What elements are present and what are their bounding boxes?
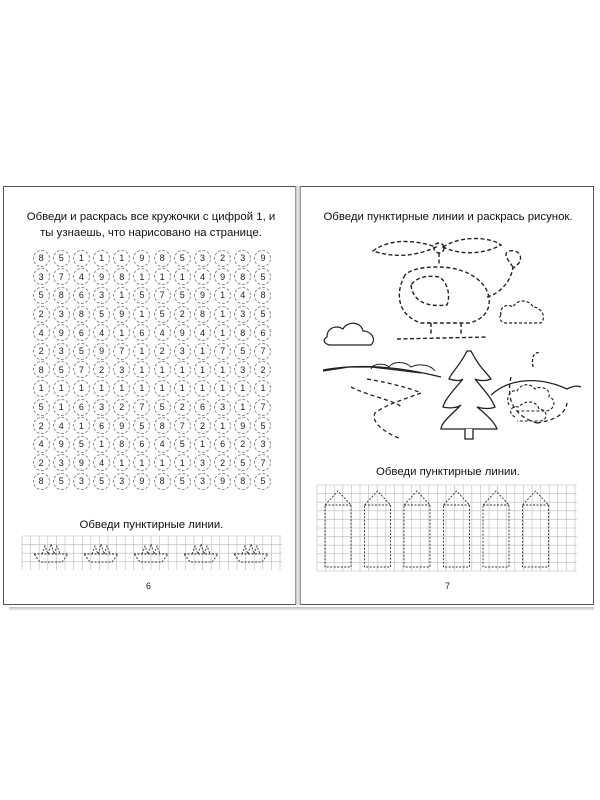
number-circle[interactable]: 4 [53,417,70,434]
number-circle[interactable]: 3 [214,399,231,416]
number-circle[interactable]: 4 [194,268,211,285]
number-circle[interactable]: 2 [174,306,191,323]
number-circle[interactable]: 4 [154,436,171,453]
number-circle[interactable]: 3 [93,287,110,304]
number-circle[interactable]: 1 [174,454,191,471]
number-circle[interactable]: 9 [93,268,110,285]
number-circle[interactable]: 1 [214,287,231,304]
number-circle[interactable]: 3 [113,473,130,490]
number-circle[interactable]: 4 [33,324,50,341]
left-page-number: 6 [146,581,152,591]
number-circle[interactable]: 5 [93,306,110,323]
number-circle[interactable]: 6 [133,436,150,453]
number-circle[interactable]: 8 [33,361,50,378]
number-circle[interactable]: 6 [254,324,271,341]
helicopter-landscape-illustration [301,227,595,447]
grid-row [31,249,273,268]
fir-tree [441,351,497,439]
number-circle[interactable]: 9 [234,417,251,434]
number-circle[interactable]: 6 [93,417,110,434]
number-circle[interactable]: 5 [93,473,110,490]
number-circle[interactable]: 2 [214,454,231,471]
number-circle[interactable]: 5 [33,287,50,304]
number-circle[interactable]: 9 [113,306,130,323]
right-tracing-instruction: Обведи пунктирные линии. [376,466,520,478]
grid-row [31,323,273,342]
number-circle[interactable]: 1 [93,380,110,397]
number-circle[interactable]: 3 [73,473,90,490]
number-circle[interactable]: 7 [113,343,130,360]
number-circle[interactable]: 3 [53,306,70,323]
number-circle[interactable]: 5 [174,250,191,267]
number-circle[interactable]: 9 [133,250,150,267]
number-circle[interactable]: 8 [154,250,171,267]
grid-row [31,398,273,417]
number-circle[interactable]: 5 [33,399,50,416]
number-circle[interactable]: 5 [234,343,251,360]
number-circle[interactable]: 1 [254,380,271,397]
number-circle[interactable]: 1 [214,417,231,434]
number-circle[interactable]: 6 [194,399,211,416]
helicopter-body [397,251,521,339]
number-circle[interactable]: 1 [53,399,70,416]
number-circle[interactable]: 8 [234,324,251,341]
number-circle[interactable]: 1 [113,287,130,304]
number-circle[interactable]: 1 [133,380,150,397]
number-circle[interactable]: 1 [113,324,130,341]
number-circle[interactable]: 1 [174,380,191,397]
number-circle[interactable]: 5 [53,250,70,267]
number-circle[interactable]: 5 [73,436,90,453]
number-circle[interactable]: 6 [133,324,150,341]
number-circle[interactable]: 5 [133,287,150,304]
number-circle[interactable]: 5 [174,287,191,304]
number-circle[interactable]: 2 [33,306,50,323]
number-circle[interactable]: 5 [254,473,271,490]
number-circle[interactable]: 2 [93,361,110,378]
grid-row [31,342,273,361]
number-circle[interactable]: 5 [53,473,70,490]
number-circle[interactable]: 3 [174,343,191,360]
number-circle[interactable]: 4 [234,287,251,304]
number-circle[interactable]: 3 [194,250,211,267]
number-circle[interactable]: 1 [214,306,231,323]
number-circle[interactable]: 5 [234,454,251,471]
number-circle[interactable]: 9 [113,417,130,434]
number-circle[interactable]: 9 [53,436,70,453]
number-circle[interactable]: 8 [154,417,171,434]
number-circle[interactable]: 8 [33,473,50,490]
number-circle[interactable]: 9 [174,324,191,341]
grid-row [31,472,273,491]
number-circle[interactable]: 9 [53,324,70,341]
number-circle[interactable]: 9 [93,343,110,360]
number-circle[interactable]: 1 [154,361,171,378]
number-circle[interactable]: 1 [113,454,130,471]
number-circle[interactable]: 4 [93,454,110,471]
number-circle[interactable]: 1 [194,343,211,360]
left-page-instruction: Обведи и раскрась все кружочки с цифрой 1, и ты узнаешь, что нарисовано на странице. [26,211,276,239]
number-circle[interactable]: 3 [234,250,251,267]
number-circle[interactable]: 7 [254,343,271,360]
number-circle[interactable]: 9 [214,268,231,285]
number-circle[interactable]: 3 [33,268,50,285]
number-circle[interactable]: 9 [254,250,271,267]
right-page-number: 7 [445,581,451,591]
number-circle[interactable]: 2 [33,417,50,434]
number-circle[interactable]: 5 [254,306,271,323]
number-circle[interactable]: 7 [254,399,271,416]
number-circle[interactable]: 1 [93,436,110,453]
number-circle[interactable]: 5 [154,306,171,323]
number-circle[interactable]: 1 [133,454,150,471]
number-circle[interactable]: 8 [234,268,251,285]
number-circle[interactable]: 2 [33,343,50,360]
number-circle[interactable]: 5 [73,343,90,360]
number-circle[interactable]: 1 [154,380,171,397]
number-circle[interactable]: 8 [154,473,171,490]
number-circle[interactable]: 8 [113,268,130,285]
number-circle[interactable]: 1 [133,268,150,285]
grid-row [31,379,273,398]
number-circle[interactable]: 3 [93,399,110,416]
number-circle[interactable]: 2 [214,250,231,267]
number-circle[interactable]: 4 [73,268,90,285]
number-circle[interactable]: 1 [53,380,70,397]
number-circle[interactable]: 4 [194,324,211,341]
number-circle[interactable]: 9 [73,454,90,471]
grid-row [31,416,273,435]
number-circle[interactable]: 1 [113,250,130,267]
number-circle[interactable]: 5 [254,268,271,285]
number-circle[interactable]: 1 [174,268,191,285]
number-circle[interactable]: 1 [33,380,50,397]
number-circle-grid [31,249,273,491]
number-circle[interactable]: 6 [73,324,90,341]
number-circle[interactable]: 7 [53,268,70,285]
number-circle[interactable]: 1 [73,250,90,267]
number-circle[interactable]: 1 [154,268,171,285]
number-circle[interactable]: 7 [154,287,171,304]
number-circle[interactable]: 3 [254,436,271,453]
grid-row [31,454,273,473]
number-circle[interactable]: 3 [234,361,251,378]
number-circle[interactable]: 8 [113,436,130,453]
number-circle[interactable]: 8 [254,287,271,304]
grid-row [31,361,273,380]
boats-tracing-grid [22,536,282,570]
number-circle[interactable]: 1 [73,417,90,434]
number-circle[interactable]: 3 [53,343,70,360]
number-circle[interactable]: 3 [113,361,130,378]
number-circle[interactable]: 8 [53,287,70,304]
number-circle[interactable]: 1 [113,380,130,397]
number-circle[interactable]: 6 [214,436,231,453]
number-circle[interactable]: 7 [254,454,271,471]
number-circle[interactable]: 9 [214,473,231,490]
number-circle[interactable]: 5 [53,361,70,378]
number-circle[interactable]: 1 [214,324,231,341]
right-page-instruction: Обведи пунктирные линии и раскрась рисунок. [323,211,573,223]
number-circle[interactable]: 4 [154,324,171,341]
number-circle[interactable]: 7 [73,361,90,378]
open-workbook [3,186,594,607]
grid-row [31,435,273,454]
number-circle[interactable]: 2 [174,399,191,416]
number-circle[interactable]: 5 [133,417,150,434]
number-circle[interactable]: 3 [234,306,251,323]
number-circle[interactable]: 4 [93,324,110,341]
bush-trees [508,385,554,421]
number-circle[interactable]: 3 [53,454,70,471]
number-circle[interactable]: 1 [73,380,90,397]
number-circle[interactable]: 2 [113,399,130,416]
number-circle[interactable]: 6 [73,287,90,304]
number-circle[interactable]: 1 [194,436,211,453]
grid-row [31,305,273,324]
number-circle[interactable]: 1 [154,454,171,471]
number-circle[interactable]: 4 [33,436,50,453]
number-circle[interactable]: 1 [174,361,191,378]
number-circle[interactable]: 7 [174,417,191,434]
number-circle[interactable]: 9 [194,287,211,304]
number-circle[interactable]: 6 [73,399,90,416]
number-circle[interactable]: 2 [194,417,211,434]
number-circle[interactable]: 2 [254,361,271,378]
number-circle[interactable]: 1 [214,380,231,397]
number-circle[interactable]: 1 [194,380,211,397]
number-circle[interactable]: 8 [194,306,211,323]
number-circle[interactable]: 7 [214,343,231,360]
number-circle[interactable]: 3 [194,473,211,490]
number-circle[interactable]: 1 [133,361,150,378]
number-circle[interactable]: 2 [33,454,50,471]
number-circle[interactable]: 8 [33,250,50,267]
number-circle[interactable]: 8 [73,306,90,323]
left-tracing-instruction: Обведи пунктирные линии. [79,519,224,531]
grid-row [31,268,273,287]
helicopter-rotor [373,239,501,266]
number-circle[interactable]: 7 [133,399,150,416]
number-circle[interactable]: 1 [214,361,231,378]
number-circle[interactable]: 1 [133,306,150,323]
number-circle[interactable]: 1 [133,343,150,360]
number-circle[interactable]: 5 [174,436,191,453]
number-circle[interactable]: 1 [194,361,211,378]
number-circle[interactable]: 9 [133,473,150,490]
number-circle[interactable]: 1 [93,250,110,267]
number-circle[interactable]: 5 [174,473,191,490]
number-circle[interactable]: 1 [234,380,251,397]
number-circle[interactable]: 5 [254,417,271,434]
number-circle[interactable]: 3 [194,454,211,471]
number-circle[interactable]: 1 [234,399,251,416]
number-circle[interactable]: 2 [154,343,171,360]
grid-row [31,286,273,305]
number-circle[interactable]: 8 [234,473,251,490]
number-circle[interactable]: 5 [154,399,171,416]
number-circle[interactable]: 2 [234,436,251,453]
right-page [300,186,594,605]
book-shadow [9,607,594,611]
left-page [3,186,296,605]
pencils-tracing-grid [317,485,577,571]
